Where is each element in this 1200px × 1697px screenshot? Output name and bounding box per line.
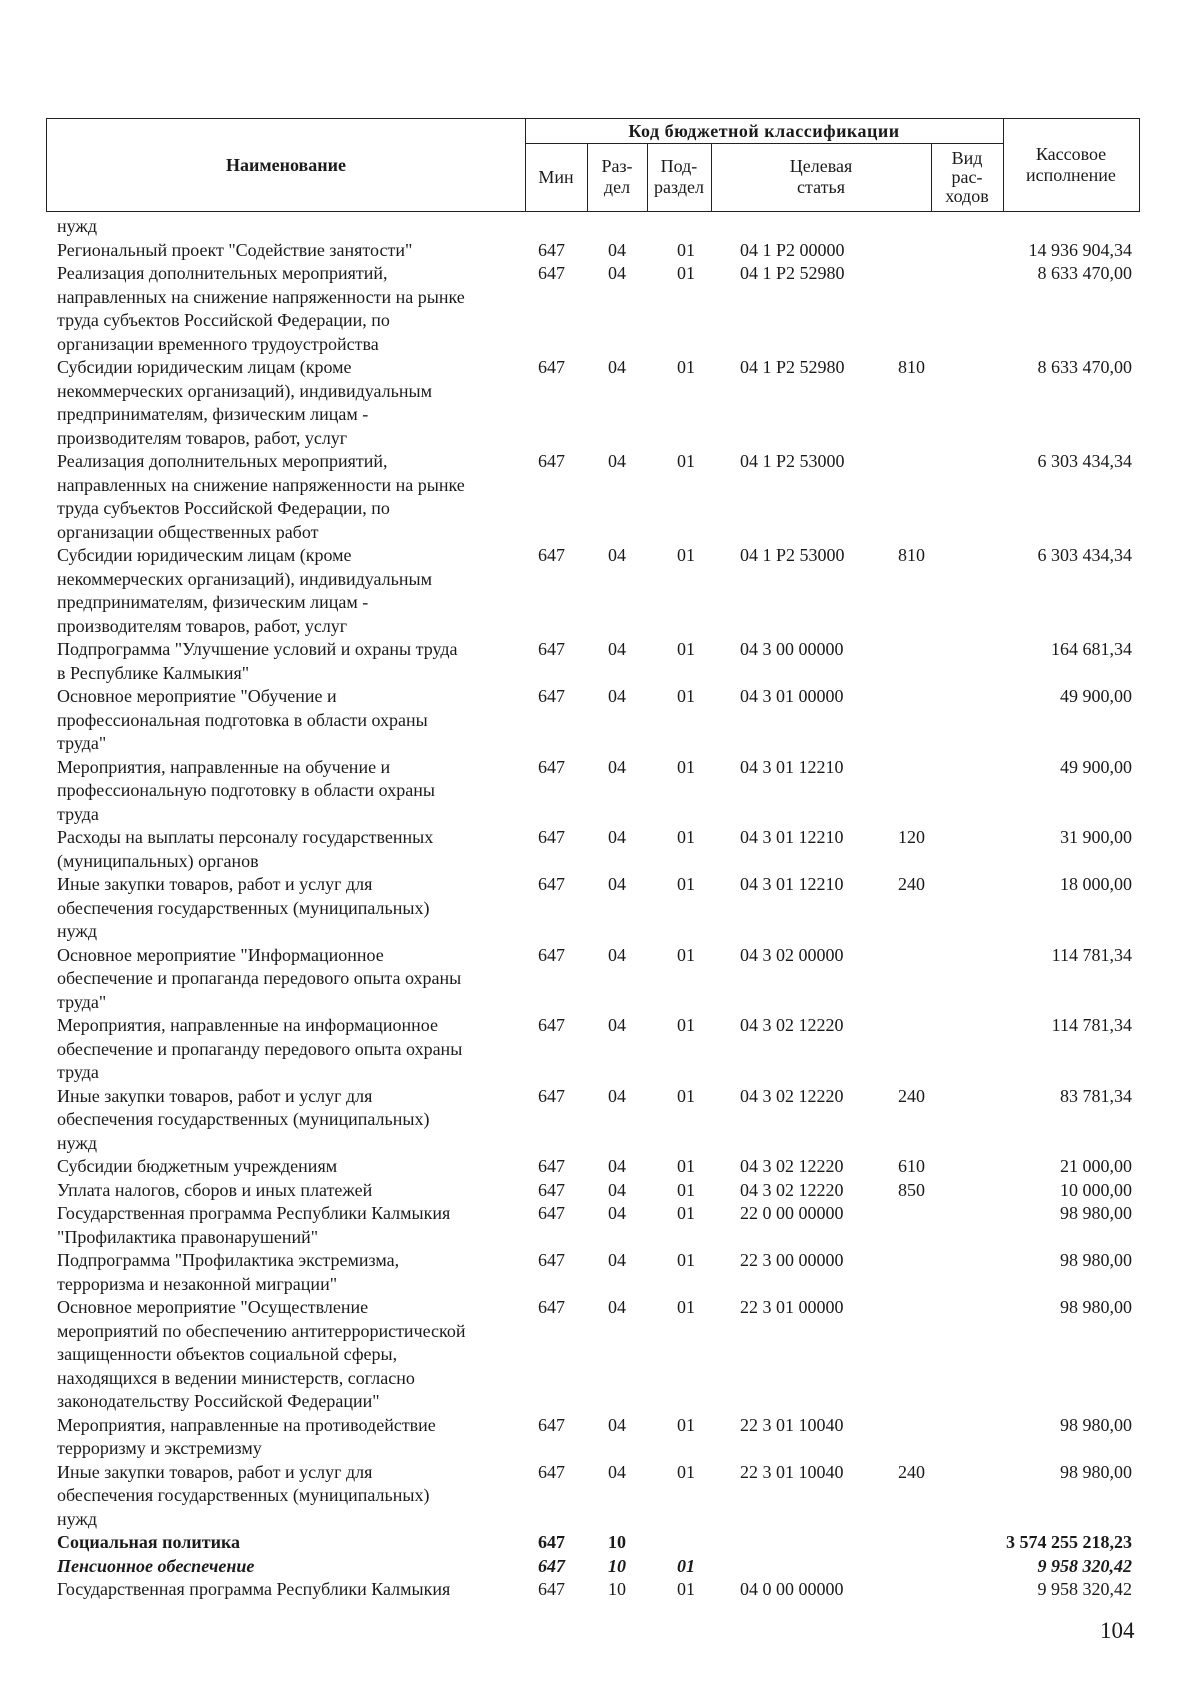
row-name: Основное мероприятие "Обучение и профессиональная подготовка в области охраны труда" — [57, 686, 428, 753]
row-razdel: 04 — [608, 263, 626, 283]
row-sum: 31 900,00 — [1060, 827, 1132, 847]
row-sum: 3 574 255 218,23 — [1006, 1532, 1132, 1552]
table-row — [0, 544, 1200, 638]
row-vid: 810 — [898, 545, 925, 565]
row-name: Мероприятия, направленные на обучение и профессиональную подготовку в области охраны труда — [57, 756, 435, 824]
row-podrazdel: 01 — [677, 1179, 695, 1200]
row-podrazdel: 01 — [677, 1015, 695, 1035]
row-celevaya: 04 3 02 12220 — [740, 1015, 844, 1035]
row-min: 647 — [538, 827, 565, 847]
row-celevaya: 22 3 00 00000 — [740, 1250, 844, 1270]
row-razdel: 04 — [608, 239, 626, 260]
row-razdel: 04 — [608, 1250, 626, 1270]
table-row — [0, 1085, 1200, 1156]
row-celevaya: 04 1 P2 52980 — [740, 357, 845, 377]
row-sum: 98 980,00 — [1060, 1203, 1132, 1223]
table-row — [0, 1296, 1200, 1414]
row-min: 647 — [538, 756, 565, 777]
table-row — [0, 215, 1200, 239]
table-row — [0, 1555, 1200, 1579]
row-celevaya: 22 3 01 10040 — [740, 1461, 844, 1482]
row-podrazdel: 01 — [677, 239, 695, 260]
row-sum: 98 980,00 — [1060, 1250, 1132, 1270]
row-min: 647 — [538, 1555, 565, 1576]
row-podrazdel: 01 — [677, 944, 695, 965]
row-min: 647 — [538, 874, 565, 894]
row-razdel: 04 — [608, 1085, 626, 1106]
row-sum: 10 000,00 — [1060, 1179, 1132, 1200]
row-sum: 98 980,00 — [1060, 1414, 1132, 1435]
row-name: Государственная программа Республики Калмыкия — [57, 1579, 451, 1599]
row-min: 647 — [538, 686, 565, 706]
row-celevaya: 04 3 01 12210 — [740, 756, 844, 777]
table-row — [0, 1014, 1200, 1085]
header-celevaya: Целевая статья — [789, 156, 853, 197]
row-razdel: 04 — [608, 756, 626, 777]
row-celevaya: 04 0 00 00000 — [740, 1579, 844, 1599]
page-number: 104 — [1100, 1618, 1135, 1643]
row-podrazdel: 01 — [677, 1297, 695, 1317]
table-row — [0, 1155, 1200, 1179]
row-podrazdel: 01 — [677, 1156, 695, 1176]
row-razdel: 04 — [608, 451, 626, 471]
table-row — [0, 1179, 1200, 1203]
row-razdel: 04 — [608, 1297, 626, 1317]
row-min: 647 — [538, 1532, 565, 1552]
row-sum: 98 980,00 — [1060, 1461, 1132, 1482]
row-vid: 120 — [898, 827, 925, 847]
row-sum: 49 900,00 — [1060, 686, 1132, 706]
row-celevaya: 22 3 01 10040 — [740, 1414, 844, 1435]
row-min: 647 — [538, 1414, 565, 1435]
row-celevaya: 22 0 00 00000 — [740, 1203, 844, 1223]
row-sum: 98 980,00 — [1060, 1297, 1132, 1317]
row-razdel: 04 — [608, 545, 626, 565]
row-min: 647 — [538, 357, 565, 377]
row-sum: 6 303 434,34 — [1037, 451, 1132, 471]
row-name: Реализация дополнительных мероприятий, направленных на снижение напряженности на рынке труда субъектов Российской Федерации, по организации общественных работ — [57, 451, 465, 542]
row-min: 647 — [538, 263, 565, 283]
row-vid: 810 — [898, 357, 925, 377]
row-podrazdel: 01 — [677, 827, 695, 847]
row-vid: 240 — [898, 1461, 925, 1482]
row-podrazdel: 01 — [677, 451, 695, 471]
row-razdel: 04 — [608, 1414, 626, 1435]
row-razdel: 04 — [608, 874, 626, 894]
row-min: 647 — [538, 639, 565, 659]
row-name: Основное мероприятие "Информационное обеспечение и пропаганда передового опыта охраны труда" — [57, 944, 462, 1012]
row-min: 647 — [538, 451, 565, 471]
row-vid: 850 — [898, 1179, 925, 1200]
row-podrazdel: 01 — [677, 1579, 695, 1599]
row-razdel: 04 — [608, 686, 626, 706]
row-name: Субсидии юридическим лицам (кроме некоммерческих организаций), индивидуальным предпринимателям, физическим лицам - производителям товаров, работ, услуг — [57, 545, 432, 636]
row-razdel: 10 — [608, 1555, 626, 1576]
row-min: 647 — [538, 1179, 565, 1200]
row-razdel: 04 — [608, 1156, 626, 1176]
table-row — [0, 239, 1200, 263]
row-razdel: 04 — [608, 827, 626, 847]
row-name: Мероприятия, направленные на информационное обеспечение и пропаганду передового опыта охраны труда — [57, 1015, 463, 1082]
header-group-title: Код бюджетной классификации — [628, 120, 900, 141]
row-min: 647 — [538, 1203, 565, 1223]
row-name: Иные закупки товаров, работ и услуг для обеспечения государственных (муниципальных) нужд — [57, 1085, 430, 1153]
table-row — [0, 1531, 1200, 1555]
row-podrazdel: 01 — [677, 263, 695, 283]
row-sum: 9 958 320,42 — [1037, 1579, 1132, 1599]
header-min: Мин — [538, 166, 574, 187]
row-min: 647 — [538, 1461, 565, 1482]
row-name: Пенсионное обеспечение — [57, 1555, 255, 1576]
row-razdel: 04 — [608, 1461, 626, 1482]
row-vid: 240 — [898, 1085, 925, 1106]
row-celevaya: 04 1 P2 53000 — [740, 545, 845, 565]
row-min: 647 — [538, 1579, 565, 1599]
row-razdel: 10 — [608, 1579, 626, 1599]
row-name: Иные закупки товаров, работ и услуг для обеспечения государственных (муниципальных) нужд — [57, 874, 430, 941]
row-name: Реализация дополнительных мероприятий, направленных на снижение напряженности на рынке труда субъектов Российской Федерации, по организации временного трудоустройства — [57, 263, 465, 354]
table-row — [0, 1202, 1200, 1249]
row-razdel: 10 — [608, 1532, 626, 1552]
row-celevaya: 04 3 02 00000 — [740, 944, 844, 965]
row-sum: 14 936 904,34 — [1028, 239, 1132, 260]
row-podrazdel: 01 — [677, 1085, 695, 1106]
table-row — [0, 1414, 1200, 1461]
table-row — [0, 1578, 1200, 1602]
row-razdel: 04 — [608, 639, 626, 659]
row-name: Подпрограмма "Улучшение условий и охраны труда в Республике Калмыкия" — [57, 639, 458, 683]
row-podrazdel: 01 — [677, 686, 695, 706]
table-row — [0, 826, 1200, 873]
row-podrazdel: 01 — [677, 1555, 695, 1576]
row-razdel: 04 — [608, 944, 626, 965]
row-celevaya: 04 3 01 12210 — [740, 827, 844, 847]
row-sum: 164 681,34 — [1051, 639, 1132, 659]
row-celevaya: 04 3 02 12220 — [740, 1156, 844, 1176]
row-podrazdel: 01 — [677, 1414, 695, 1435]
table-row — [0, 638, 1200, 685]
row-name: Подпрограмма "Профилактика экстремизма, терроризма и незаконной миграции" — [57, 1250, 400, 1294]
row-name: Региональный проект "Содействие занятости" — [57, 239, 413, 260]
row-sum: 83 781,34 — [1060, 1085, 1132, 1106]
row-celevaya: 04 1 P2 53000 — [740, 451, 845, 471]
row-celevaya: 04 3 02 12220 — [740, 1085, 844, 1106]
row-min: 647 — [538, 239, 565, 260]
row-podrazdel: 01 — [677, 1203, 695, 1223]
row-razdel: 04 — [608, 1015, 626, 1035]
row-razdel: 04 — [608, 357, 626, 377]
table-row — [0, 873, 1200, 944]
table-row — [0, 450, 1200, 544]
header-name: Наименование — [226, 154, 346, 175]
row-podrazdel: 01 — [677, 545, 695, 565]
row-celevaya: 04 1 P2 00000 — [740, 239, 845, 260]
row-sum: 8 633 470,00 — [1037, 357, 1132, 377]
row-podrazdel: 01 — [677, 1250, 695, 1270]
row-vid: 610 — [898, 1156, 925, 1176]
row-celevaya: 04 3 01 00000 — [740, 686, 844, 706]
row-podrazdel: 01 — [677, 639, 695, 659]
row-sum: 8 633 470,00 — [1037, 263, 1132, 283]
row-sum: 6 303 434,34 — [1037, 545, 1132, 565]
row-sum: 49 900,00 — [1060, 756, 1132, 777]
row-name: Социальная политика — [57, 1532, 241, 1552]
row-name: Основное мероприятие "Осуществление мероприятий по обеспечению антитеррористической защищенности объектов социальной сферы, находящихся в ведении министерств, согласно законодательству Российской Федерации" — [57, 1297, 466, 1411]
row-name: Уплата налогов, сборов и иных платежей — [57, 1179, 373, 1200]
header-kassa: Кассовое исполнение — [1026, 144, 1116, 185]
row-vid: 240 — [898, 874, 925, 894]
row-celevaya: 04 3 02 12220 — [740, 1179, 844, 1200]
header-podrazdel: Под- раздел — [654, 156, 704, 197]
row-sum: 114 781,34 — [1051, 1015, 1132, 1035]
table-row — [0, 356, 1200, 450]
row-min: 647 — [538, 944, 565, 965]
row-razdel: 04 — [608, 1179, 626, 1200]
row-podrazdel: 01 — [677, 756, 695, 777]
row-min: 647 — [538, 1250, 565, 1270]
row-celevaya: 04 3 00 00000 — [740, 639, 844, 659]
row-sum: 9 958 320,42 — [1037, 1555, 1132, 1576]
row-min: 647 — [538, 1085, 565, 1106]
row-min: 647 — [538, 1156, 565, 1176]
table-row — [0, 756, 1200, 827]
row-name: Государственная программа Республики Калмыкия "Профилактика правонарушений" — [57, 1203, 451, 1247]
table-row — [0, 1461, 1200, 1532]
row-sum: 21 000,00 — [1060, 1156, 1132, 1176]
header-vid: Вид рас- ходов — [945, 147, 989, 206]
row-sum: 114 781,34 — [1051, 944, 1132, 965]
row-name: Расходы на выплаты персоналу государственных (муниципальных) органов — [57, 827, 434, 871]
row-podrazdel: 01 — [677, 1461, 695, 1482]
row-name: Иные закупки товаров, работ и услуг для обеспечения государственных (муниципальных) нужд — [57, 1461, 430, 1529]
row-min: 647 — [538, 545, 565, 565]
table-header — [46, 118, 1140, 212]
header-razdel: Раз- дел — [601, 156, 633, 197]
row-podrazdel: 01 — [677, 874, 695, 894]
row-razdel: 04 — [608, 1203, 626, 1223]
table-row — [0, 1249, 1200, 1296]
row-name: Субсидии юридическим лицам (кроме некоммерческих организаций), индивидуальным предпринимателям, физическим лицам - производителям товаров, работ, услуг — [57, 357, 432, 448]
row-sum: 18 000,00 — [1060, 874, 1132, 894]
row-name: Субсидии бюджетным учреждениям — [57, 1156, 338, 1176]
row-min: 647 — [538, 1015, 565, 1035]
row-name: Мероприятия, направленные на противодействие терроризму и экстремизму — [57, 1414, 436, 1458]
row-min: 647 — [538, 1297, 565, 1317]
row-name: нужд — [57, 216, 97, 236]
table-row — [0, 944, 1200, 1015]
table-row — [0, 685, 1200, 756]
row-podrazdel: 01 — [677, 357, 695, 377]
row-celevaya: 04 3 01 12210 — [740, 874, 844, 894]
row-celevaya: 04 1 P2 52980 — [740, 263, 845, 283]
row-celevaya: 22 3 01 00000 — [740, 1297, 844, 1317]
table-row — [0, 262, 1200, 356]
